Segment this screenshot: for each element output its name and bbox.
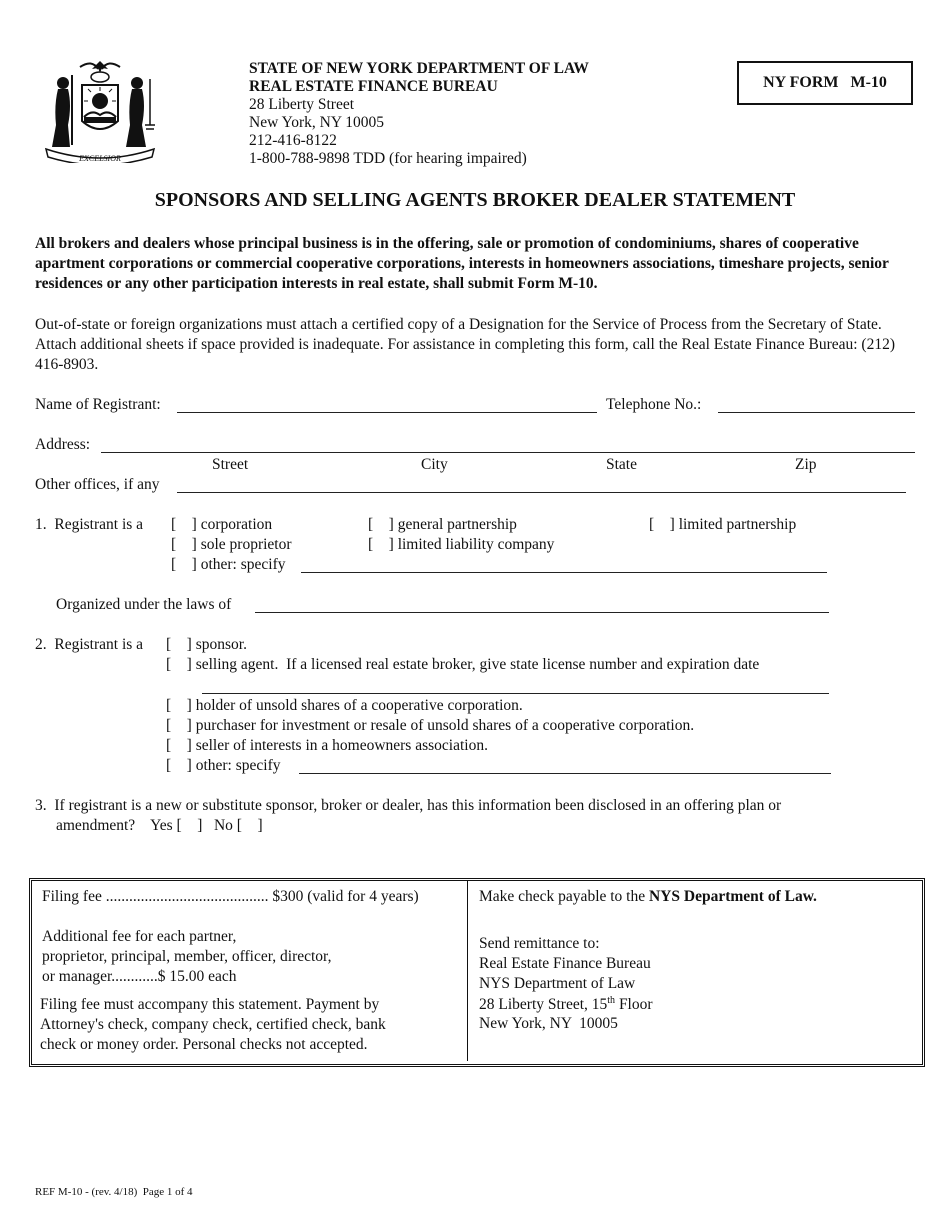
q1-option-llc[interactable]: [ ] limited liability company [368,536,555,553]
agency-tdd: 1-800-788-9898 TDD (for hearing impaired) [249,150,527,167]
payable-to-prefix: Make check payable to the [479,888,649,905]
remit-line-3 [479,995,653,1014]
agency-line-1: STATE OF NEW YORK DEPARTMENT OF LAW [249,60,589,77]
q1-prompt: 1. Registrant is a [35,516,144,533]
fee-table-divider [467,880,468,1061]
agency-phone: 212-416-8122 [249,132,337,149]
seal-motto: EXCELSIOR [79,154,121,163]
telephone-label: Telephone No.: [606,396,702,413]
additional-fee-line-1: Additional fee for each partner, [42,928,237,945]
form-number: NY FORM M-10 [763,74,887,91]
agency-line-2: REAL ESTATE FINANCE BUREAU [249,78,498,95]
city-caption: City [421,456,448,473]
intro-note-paragraph: Out-of-state or foreign organizations must attach a certified copy of a Designation for the Service of Process from the Secretary of State. Attach additional sheets if space provided is inadequate. For assistance in completing this form, call the Real Estate Finance Bureau: (212) 416-8903. [35,316,896,373]
q1-option-sole-proprietor[interactable]: [ ] sole proprietor [171,536,292,553]
telephone-field[interactable] [718,412,915,413]
organized-under-field[interactable] [255,612,829,613]
zip-caption: Zip [795,456,817,473]
payment-note-line-3: check or money order. Personal checks not accepted. [40,1036,368,1053]
q1-option-corporation[interactable]: [ ] corporation [171,516,273,533]
q2-option-sponsor[interactable]: [ ] sponsor. [166,636,247,653]
additional-fee-line-2: proprietor, principal, member, officer, director, [42,948,332,965]
remit-line-3-prefix: 28 Liberty Street, 15 [479,996,608,1014]
ny-state-seal [42,55,158,163]
q2-option-seller[interactable]: [ ] seller of interests in a homeowners association. [166,737,488,754]
remit-line-1: Real Estate Finance Bureau [479,955,651,972]
q2-option-other[interactable]: [ ] other: specify [166,757,281,774]
intro-bold-paragraph: All brokers and dealers whose principal business is in the offering, sale or promotion of condominiums, shares of cooperative apartment corporations or commercial cooperative corporations, interests in homeowners associations, timeshare projects, senior residences or any other participation interests in real estate, shall submit Form M-10. [35,235,889,292]
q2-prompt: 2. Registrant is a [35,636,144,653]
payment-note-line-1: Filing fee must accompany this statement. Payment by [40,996,380,1013]
name-of-registrant-label: Name of Registrant: [35,396,161,413]
organized-under-label: Organized under the laws of [56,596,232,613]
q2-option-purchaser[interactable]: [ ] purchaser for investment or resale of unsold shares of a cooperative corporation. [166,717,695,734]
payable-to-line [479,888,817,906]
address-field[interactable] [101,452,915,453]
q2-option-holder[interactable]: [ ] holder of unsold shares of a cooperative corporation. [166,697,523,714]
q1-option-other[interactable]: [ ] other: specify [171,556,286,573]
q1-other-specify-field[interactable] [301,572,827,573]
q2-other-specify-field[interactable] [299,773,831,774]
payable-to-name: NYS Department of Law. [649,888,817,905]
remit-line-4: New York, NY 10005 [479,1015,618,1032]
address-label: Address: [35,436,91,453]
page-title: SPONSORS AND SELLING AGENTS BROKER DEALER STATEMENT [154,189,796,211]
remit-line-2: NYS Department of Law [479,975,636,992]
remit-line-3-suffix: Floor [615,996,653,1014]
payment-note-line-2: Attorney's check, company check, certified check, bank [40,1016,386,1033]
name-of-registrant-field[interactable] [177,412,597,413]
page-footer: REF M-10 - (rev. 4/18) Page 1 of 4 [35,1186,193,1198]
q3-line-2[interactable]: amendment? Yes [ ] No [ ] [56,817,263,834]
q3-line-1: 3. If registrant is a new or substitute sponsor, broker or dealer, has this information been disclosed in an offering plan or [35,797,782,814]
street-caption: Street [212,456,249,473]
state-caption: State [606,456,637,473]
remit-line-3-sup: th [607,995,616,1006]
form-number-box [737,61,913,105]
filing-fee-line: Filing fee .......................................... $300 (valid for 4 years) [42,888,419,905]
additional-fee-line-3: or manager............$ 15.00 each [42,968,237,985]
q1-option-limited-partnership[interactable]: [ ] limited partnership [649,516,797,533]
other-offices-field[interactable] [177,492,906,493]
remit-label: Send remittance to: [479,935,600,952]
q1-option-general-partnership[interactable]: [ ] general partnership [368,516,517,533]
agency-address-2: New York, NY 10005 [249,114,385,131]
other-offices-label: Other offices, if any [35,476,160,493]
agency-address-1: 28 Liberty Street [249,96,355,113]
q2-option-selling-agent[interactable]: [ ] selling agent. If a licensed real estate broker, give state license number and expiration date [166,656,760,673]
license-number-field[interactable] [202,693,829,694]
